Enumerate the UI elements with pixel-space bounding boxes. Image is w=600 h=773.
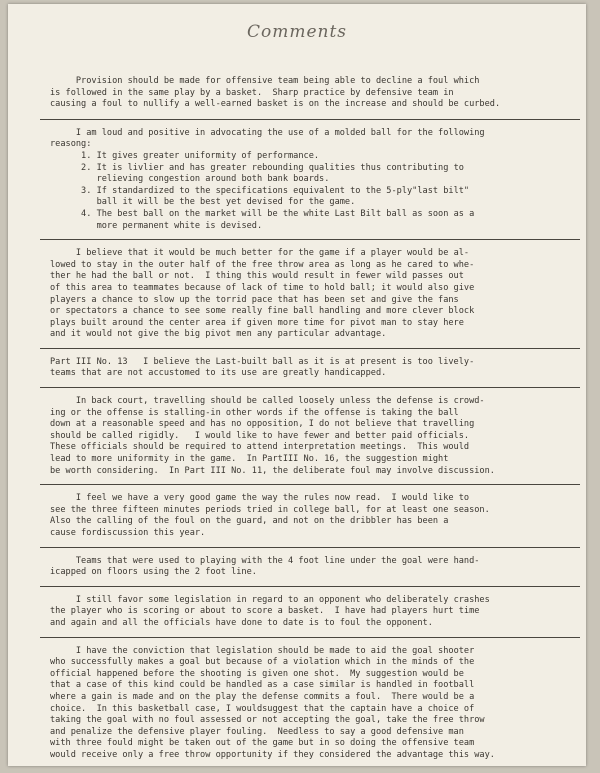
comment-7: Teams that were used to playing with the 4 foot line under the goal were hand- icapped on floors using the 2 foot line. <box>50 555 480 578</box>
divider <box>40 484 580 485</box>
divider <box>40 547 580 548</box>
divider <box>40 637 580 638</box>
divider <box>40 119 580 120</box>
divider <box>40 348 580 349</box>
comment-4: Part III No. 13 I believe the Last-built ball as it is at present is too lively- teams that are not accustomed to its use are greatly handicapped. <box>50 356 475 379</box>
comment-9: I have the conviction that legislation should be made to aid the goal shooter who successfully makes a goal but because of a violation which in the minds of the official happened before the shooting is given one shot. My suggestion would be that a case of this kind could be handled as a case similar is handled in football where a gain is made and on the play the defense commits a foul. There would be a choice. In this basketball case, I wouldsuggest that the captain have a choice of taking the goal with no foul assessed or not accepting the goal, take the free throw and penalize the defensive player fouling. Needless to say a good defensive man with three fould might be taken out of the game but in so doing the offensive team would receive only a free throw opportunity if they considered the advantage this way. <box>50 645 495 760</box>
comment-3: I believe that it would be much better for the game if a player would be al- lowed to stay in the outer half of the free throw area as long as he cared to whe- ther he had the ball or not. I thing this would result in fewer wild passes out of this area to teammates because of lack of time to hold ball; it would also give players a chance to slow up the torrid pace that has been set and give the fans or spectators a chance to see some really fine ball handling and more clever block plays built around the center area if given more time for pivot man to stay here and it would not give the big pivot men any particular advantage. <box>50 248 475 340</box>
divider <box>40 239 580 240</box>
comment-8: I still favor some legislation in regard to an opponent who deliberately crashes the player who is scoring or about to score a basket. I have had players hurt time and again and all the officials have done to date is to foul the opponent. <box>50 594 490 628</box>
comment-1: Provision should be made for offensive team being able to decline a foul which is followed in the same play by a basket. Sharp practice by defensive team in causing a foul to nullify a well-earned basket is on the increase and should be curbed. <box>50 76 501 110</box>
divider <box>40 586 580 587</box>
page-heading: Comments <box>246 22 348 42</box>
comment-2: I am loud and positive in advocating the use of a molded ball for the following reasong: 1. It gives greater uniformity of performance. 2. It is livlier and has greater rebounding qualities thus contributing to relieving congestion around both bank boards. 3. If standardized to the specifications equivalent to the 5-ply"last bilt" ball it will be the best yet devised for the game. 4. The best ball on the market will be the white Last Bilt ball as soon as a more permanent white is devised. <box>50 127 485 231</box>
comment-6: I feel we have a very good game the way the rules now read. I would like to see the three fifteen minutes periods tried in college ball, for at least one season. Also the calling of the foul on the guard, and not on the dribbler has been a cause fordiscussion this year. <box>50 493 490 538</box>
divider <box>40 387 580 388</box>
document-page <box>8 4 586 766</box>
comments-list <box>50 76 572 762</box>
comment-5: In back court, travelling should be called loosely unless the defense is crowd- ing or the offense is stalling-in other words if the offense is taking the ball down at a reasonable speed and has no opposition, I do not believe that travelling should be called rigidly. I would like to have fewer and better paid officials. These officials should be required to attend interpretation meetings. This would lead to more uniformity in the game. In PartIII No. 16, the suggestion might be worth considering. In Part III No. 11, the deliberate foul may involve discussion. <box>50 396 495 476</box>
